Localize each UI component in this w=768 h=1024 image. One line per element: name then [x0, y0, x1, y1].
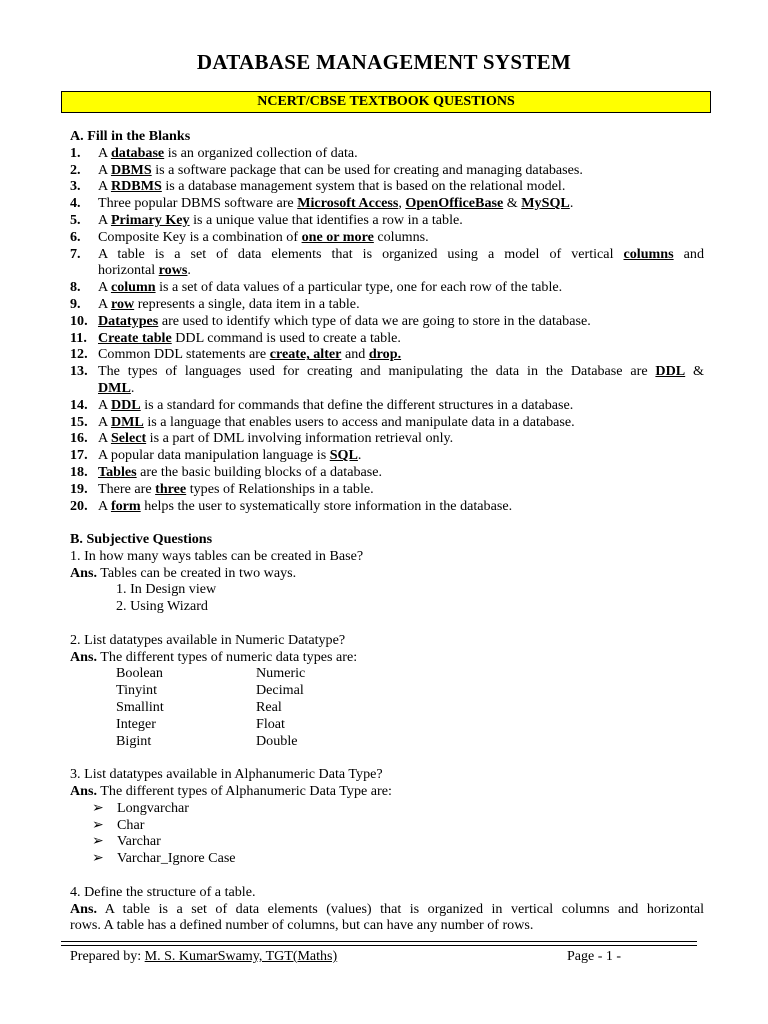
text-run: A	[98, 396, 111, 413]
item-number: 9.	[70, 295, 81, 312]
text-run: &	[685, 363, 704, 380]
text-run: horizontal	[98, 262, 159, 279]
datatype-row	[70, 699, 704, 716]
answer-term: OpenOfficeBase	[405, 195, 504, 212]
item-text	[98, 162, 583, 179]
fill-in-blanks-list	[70, 145, 704, 515]
numeric-type: Bigint	[116, 732, 152, 749]
datatype-row	[70, 682, 704, 699]
blank-item	[70, 363, 704, 380]
blank-item	[70, 481, 704, 498]
answer-term: Primary Key	[110, 211, 190, 228]
text-run: Common DDL statements are	[98, 346, 270, 363]
answer-term: Select	[110, 430, 147, 447]
item-text	[98, 346, 401, 363]
answer-term: rows	[158, 262, 188, 279]
section-b-heading: B. Subjective Questions	[70, 531, 213, 547]
item-text	[98, 380, 134, 397]
item-number: 15.	[70, 413, 88, 430]
blank-item	[70, 162, 704, 179]
arrow-bullet-icon: ➢	[92, 799, 104, 816]
text-run: DDL command is used to create a table.	[171, 329, 401, 346]
blank-item	[70, 330, 704, 347]
text-run: The types of languages used for creating and manipulating the data in the Database are	[98, 363, 656, 380]
text-run: is a standard for commands that define the different structures in a database.	[140, 396, 574, 413]
question-2: 2. List datatypes available in Numeric Datatype?	[70, 631, 346, 648]
answer-3-text: The different types of Alphanumeric Data Type are:	[97, 782, 392, 799]
numeric-type: Boolean	[116, 665, 163, 682]
item-number: 13.	[70, 363, 88, 380]
blank-item	[70, 178, 704, 195]
text-run: A popular data manipulation language is	[98, 447, 330, 464]
blank-item	[70, 380, 704, 397]
text-run: A	[98, 279, 111, 296]
item-number: 10.	[70, 312, 88, 329]
text-run: .	[187, 262, 191, 279]
item-text	[98, 246, 704, 263]
document-title: DATABASE MANAGEMENT SYSTEM	[196, 50, 572, 74]
alphanumeric-type: Varchar_Ignore Case	[117, 850, 236, 867]
datatype-row	[70, 716, 704, 733]
text-run: .	[357, 447, 362, 464]
ans-label: Ans.	[70, 648, 98, 665]
answer-term: three	[155, 480, 187, 497]
answer-3	[70, 783, 704, 800]
text-run: is a software package that can be used for creating and managing databases.	[151, 161, 583, 178]
item-text	[98, 313, 591, 330]
answer-4-line-2: rows. A table has a defined number of columns, but can have any number of rows.	[70, 917, 534, 934]
text-run: is a unique value that identifies a row in a table.	[189, 211, 463, 228]
numeric-type: Tinyint	[116, 682, 158, 699]
page-number: Page - 1 -	[567, 949, 622, 964]
answer-1-text: Tables can be created in two ways.	[97, 564, 297, 581]
prepared-label: Prepared by:	[70, 949, 145, 964]
text-run: is an organized collection of data.	[164, 144, 358, 161]
blank-item	[70, 145, 704, 162]
item-text	[98, 397, 573, 414]
text-run: A	[98, 497, 111, 514]
text-run: &	[503, 195, 522, 212]
blank-item	[70, 246, 704, 263]
answer-4-text: A table is a set of data elements (values) that is organized in vertical columns and horizontal	[97, 900, 704, 917]
section-a-heading: A. Fill in the Blanks	[70, 128, 191, 144]
text-run: .	[130, 379, 135, 396]
item-text	[98, 229, 429, 246]
item-number: 14.	[70, 396, 88, 413]
text-run: represents a single, data item in a table.	[134, 295, 360, 312]
text-run: There are	[98, 480, 156, 497]
item-number: 17.	[70, 447, 88, 464]
answer-term: RDBMS	[110, 178, 162, 195]
answer-term: database	[110, 144, 165, 161]
text-run: .	[569, 195, 574, 212]
blank-item	[70, 397, 704, 414]
numeric-type: Smallint	[116, 698, 164, 715]
item-text	[98, 430, 453, 447]
blank-item	[70, 464, 704, 481]
bullet-item	[70, 850, 704, 867]
prepared-by	[70, 949, 337, 965]
answer-term: form	[110, 497, 141, 514]
blank-item	[70, 447, 704, 464]
ans-label: Ans.	[70, 782, 98, 799]
item-number: 6.	[70, 228, 81, 245]
item-text	[98, 363, 704, 380]
answer-term: drop.	[368, 346, 402, 363]
answer-term: one or more	[301, 228, 374, 245]
answer-term: DBMS	[110, 161, 152, 178]
item-text	[98, 145, 358, 162]
ans-label: Ans.	[70, 900, 98, 917]
blank-item	[70, 195, 704, 212]
text-run: is a language that enables users to access and manipulate data in a database.	[143, 413, 575, 430]
item-text	[98, 195, 573, 212]
fill-in-blanks-section	[70, 128, 704, 514]
numeric-type: Float	[256, 715, 285, 732]
answer-1-item	[70, 598, 704, 615]
text-run: is a database management system that is based on the relational model.	[161, 178, 566, 195]
blank-item	[70, 262, 704, 279]
item-text	[98, 464, 382, 481]
item-text	[98, 262, 191, 279]
alphanumeric-type: Varchar	[117, 833, 161, 850]
text-run: ,	[398, 195, 406, 212]
blank-item	[70, 313, 704, 330]
answer-term: column	[110, 279, 156, 296]
text-run: A	[98, 413, 111, 430]
answer-1-item-1: 1. In Design view	[116, 581, 217, 598]
bullet-item	[70, 833, 704, 850]
item-number: 1.	[70, 144, 81, 161]
item-text	[98, 178, 565, 195]
item-text	[98, 212, 463, 229]
answer-term: Tables	[98, 463, 137, 480]
numeric-type: Numeric	[256, 665, 306, 682]
item-number: 19.	[70, 480, 88, 497]
blank-item	[70, 414, 704, 431]
blank-item	[70, 430, 704, 447]
answer-1-item-2: 2. Using Wizard	[116, 598, 208, 615]
blank-item	[70, 346, 704, 363]
item-text	[98, 498, 512, 515]
text-run: and	[341, 346, 369, 363]
text-run: A	[98, 295, 111, 312]
item-number: 3.	[70, 178, 81, 195]
text-run: helps the user to systematically store information in the database.	[140, 497, 513, 514]
item-number: 12.	[70, 346, 88, 363]
answer-term: Microsoft Access	[297, 195, 399, 212]
text-run: A	[98, 211, 111, 228]
question-1: 1. In how many ways tables can be created in Base?	[70, 547, 364, 564]
numeric-type: Real	[256, 698, 282, 715]
alphanumeric-type: Longvarchar	[117, 799, 189, 816]
blank-item	[70, 279, 704, 296]
item-text	[98, 481, 374, 498]
numeric-type: Integer	[116, 715, 156, 732]
datatype-row	[70, 665, 704, 682]
arrow-bullet-icon: ➢	[92, 850, 104, 867]
answer-term: MySQL	[521, 195, 570, 212]
subjective-section	[70, 531, 704, 934]
answer-term: create, alter	[269, 346, 342, 363]
item-text	[98, 279, 562, 296]
text-run: A	[98, 430, 111, 447]
answer-term: Datatypes	[98, 312, 159, 329]
arrow-bullet-icon: ➢	[92, 833, 104, 850]
text-run: and	[673, 245, 704, 262]
text-run: columns.	[373, 228, 429, 245]
item-text	[98, 414, 575, 431]
answer-term: columns	[623, 245, 674, 262]
text-run: Three popular DBMS software are	[98, 195, 298, 212]
text-run: are used to identify which type of data we are going to store in the database.	[158, 312, 591, 329]
item-number: 11.	[70, 329, 87, 346]
section-banner: NCERT/CBSE TEXTBOOK QUESTIONS	[61, 91, 711, 113]
footer-rule	[61, 941, 697, 942]
item-number: 5.	[70, 211, 81, 228]
item-number: 2.	[70, 161, 81, 178]
item-text	[98, 447, 361, 464]
item-text	[98, 296, 360, 313]
ans-label: Ans.	[70, 564, 98, 581]
arrow-bullet-icon: ➢	[92, 816, 104, 833]
answer-2-text: The different types of numeric data types are:	[97, 648, 358, 665]
datatype-row	[70, 733, 704, 750]
item-number: 7.	[70, 245, 81, 262]
text-run: Composite Key is a combination of	[98, 228, 302, 245]
item-number: 4.	[70, 195, 81, 212]
answer-term: DML	[98, 379, 131, 396]
bullet-item	[70, 817, 704, 834]
text-run: types of Relationships in a table.	[186, 480, 374, 497]
answer-2	[70, 649, 704, 666]
answer-term: Create table	[98, 329, 172, 346]
text-run: A	[98, 178, 111, 195]
answer-1	[70, 565, 704, 582]
numeric-type: Double	[256, 732, 298, 749]
answer-term: DDL	[110, 396, 141, 413]
answer-term: SQL	[329, 447, 358, 464]
question-3: 3. List datatypes available in Alphanumeric Data Type?	[70, 766, 383, 783]
item-number: 8.	[70, 279, 81, 296]
answer-term: DDL	[655, 363, 686, 380]
alphanumeric-type: Char	[117, 816, 145, 833]
item-number: 20.	[70, 497, 88, 514]
text-run: A	[98, 144, 111, 161]
author-name: M. S. KumarSwamy, TGT(Maths)	[144, 949, 338, 964]
text-run: A table is a set of data elements that is organized using a model of vertical	[98, 245, 624, 262]
blank-item	[70, 212, 704, 229]
bullet-item	[70, 800, 704, 817]
text-run: are the basic building blocks of a database.	[136, 463, 383, 480]
item-text	[98, 330, 401, 347]
text-run: is a part of DML involving information retrieval only.	[146, 430, 454, 447]
blank-item	[70, 296, 704, 313]
answer-term: row	[110, 295, 135, 312]
blank-item	[70, 229, 704, 246]
item-number: 18.	[70, 463, 88, 480]
numeric-type: Decimal	[256, 682, 304, 699]
answer-4-line-1	[70, 901, 704, 918]
item-number: 16.	[70, 430, 88, 447]
text-run: A	[98, 161, 111, 178]
answer-term: DML	[110, 413, 144, 430]
footer-rule	[61, 945, 697, 946]
text-run: is a set of data values of a particular type, one for each row of the table.	[155, 279, 563, 296]
answer-1-item	[70, 581, 704, 598]
question-4: 4. Define the structure of a table.	[70, 883, 256, 900]
blank-item	[70, 498, 704, 515]
